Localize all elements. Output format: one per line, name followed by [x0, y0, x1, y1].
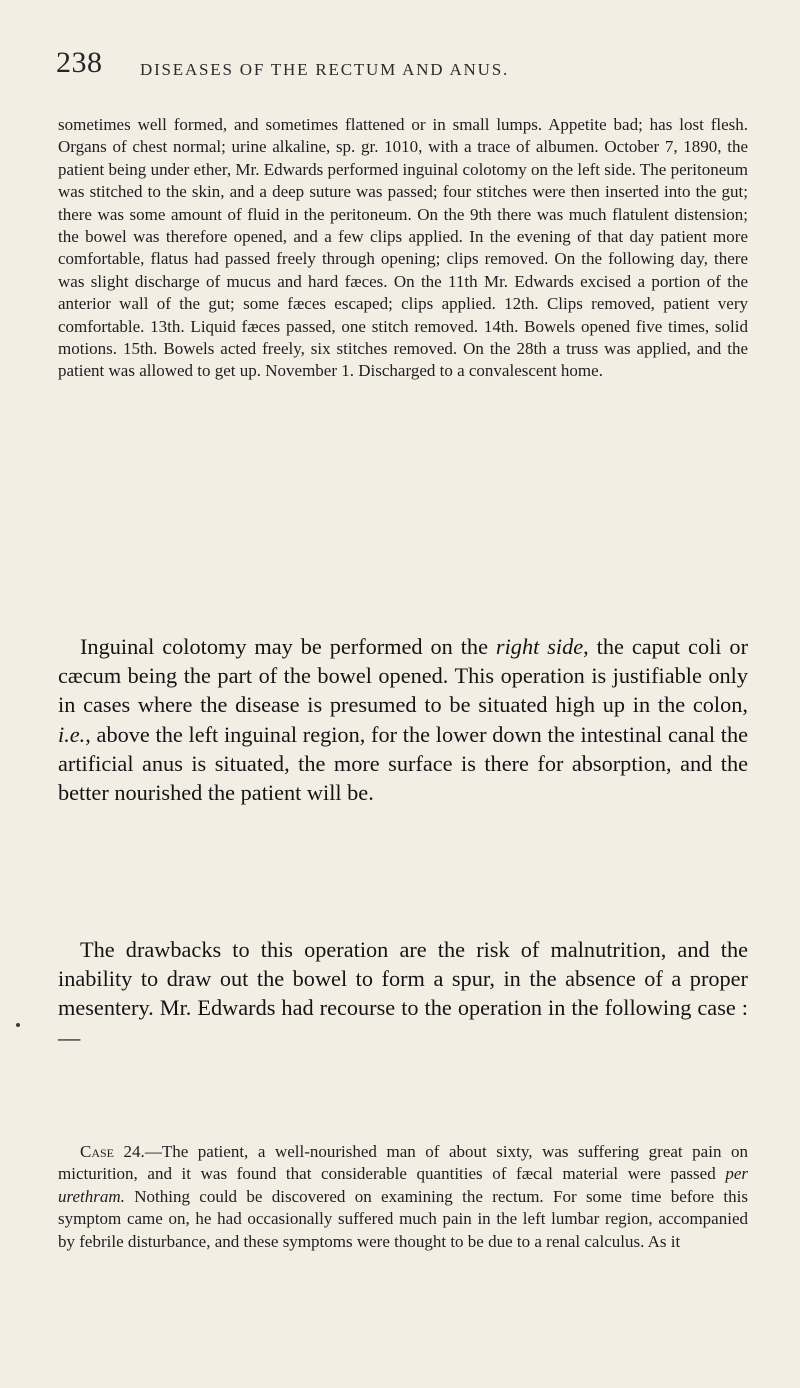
- paragraph-case-24: [58, 1141, 748, 1253]
- margin-dot: [16, 1023, 20, 1027]
- text-run: , the caput coli or cæcum being the part of the bowel opened. This operation is justifiable only in cases where the disease is presumed to be situated high up in the colon,: [58, 634, 748, 718]
- text-run: —The patient, a well-nourished man of about sixty, was suffering great pain on micturition, and it was found that considerable quantities of fæcal material were passed: [58, 1142, 748, 1184]
- case-label: Case 24.: [80, 1142, 145, 1161]
- emphasis-right-side: right side: [495, 634, 584, 659]
- paragraph-right-side-colotomy: [58, 632, 748, 807]
- text-run: Inguinal colotomy may be performed on the: [80, 634, 496, 659]
- running-head: DISEASES OF THE RECTUM AND ANUS.: [140, 60, 509, 79]
- emphasis-ie: i.e.: [58, 721, 86, 747]
- page-header: [0, 46, 800, 86]
- text-run: Nothing could be discovered on examining the rectum. For some time before this symptom came on, he had occasionally suffered much pain in the left lumbar region, accompanied by febrile disturbance, and these symptoms were thought to be due to a renal calculus. As it: [58, 1186, 748, 1251]
- page-number: 238: [56, 46, 103, 79]
- emphasis-per-urethram: per urethram.: [58, 1164, 748, 1206]
- text-run: , above the left inguinal region, for the lower down the intestinal canal the artificial anus is situated, the more surface is there for absorption, and the better nourished the patient will be.: [58, 721, 748, 806]
- paragraph-drawbacks: The drawbacks to this operation are the risk of malnutrition, and the inability to draw out the bowel to form a spur, in the absence of a proper mesentery. Mr. Edwards had recourse to the operation in the following case :—: [58, 937, 748, 1050]
- paragraph-case-continuation: sometimes well formed, and sometimes flattened or in small lumps. Appetite bad; has lost flesh. Organs of chest normal; urine alkaline, sp. gr. 1010, with a trace of albumen. October 7, 1890, the patient being under ether, Mr. Edwards performed inguinal colotomy on the left side. The peritoneum was stitched to the skin, and a deep suture was passed; four stitches were then inserted into the gut; there was some amount of fluid in the peritoneum. On the 9th there was much flatulent distension; the bowel was therefore opened, and a few clips applied. In the evening of that day patient more comfortable, flatus had passed freely through opening; clips removed. On the following day, there was slight discharge of mucus and hard fæces. On the 11th Mr. Edwards excised a portion of the anterior wall of the gut; some fæces escaped; clips applied. 12th. Clips removed, patient very comfortable. 13th. Liquid fæces passed, one stitch removed. 14th. Bowels opened five times, solid motions. 15th. Bowels acted freely, six stitches removed. On the 28th a truss was applied, and the patient was allowed to get up. November 1. Discharged to a convalescent home.: [58, 115, 748, 381]
